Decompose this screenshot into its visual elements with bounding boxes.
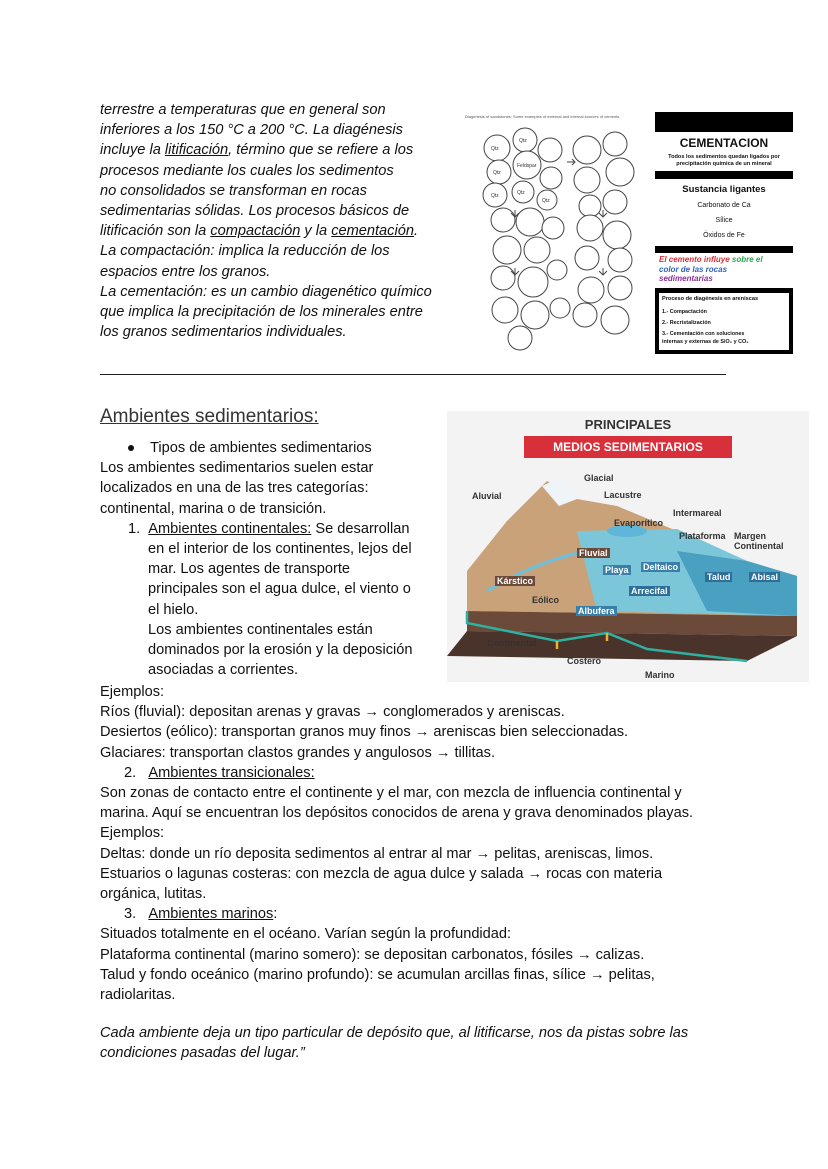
svg-text:Qtz: Qtz bbox=[493, 170, 501, 176]
proceso-1: 1.- Compactación bbox=[662, 309, 707, 315]
cementacion-panel bbox=[655, 112, 793, 354]
proceso-3: 3.- Cementación con soluciones bbox=[662, 331, 745, 337]
intro-paragraph: terrestre a temperaturas que en general son inferiores a los 150 °C a 200 °C. La diagénesis incluye la litificación, término que se refiere a los procesos mediante los cuales los sedimentos no consolidados se transforman en rocas sedimentarias sólidas. Los procesos básicos de litificación son la compactación y la cementación. La compactación: implica la reducción de los espacios entre los granos. La cementación: es un cambio diagenético químico que implica la precipitación de los minerales entre los granos sedimentarios individuales. bbox=[100, 102, 432, 341]
label-eolico: Eólico bbox=[532, 595, 560, 605]
svg-text:Qtz: Qtz bbox=[491, 146, 499, 152]
svg-text:Qtz: Qtz bbox=[542, 198, 550, 204]
label-intermareal: Intermareal bbox=[673, 508, 722, 518]
ligante-3: Óxidos de Fe bbox=[703, 232, 745, 239]
svg-text:Qtz: Qtz bbox=[517, 190, 525, 196]
section-title: Ambientes sedimentarios: bbox=[100, 406, 319, 427]
label-albufera: Albufera bbox=[578, 606, 615, 616]
label-playa: Playa bbox=[605, 565, 629, 575]
label-talud: Talud bbox=[707, 572, 731, 582]
ligante-2: Sílice bbox=[715, 217, 733, 224]
svg-text:Feldspar: Feldspar bbox=[517, 163, 537, 169]
label-evaporitico: Evaporítico bbox=[614, 518, 664, 528]
label-deltaico: Deltaico bbox=[643, 562, 679, 572]
horizontal-rule bbox=[100, 374, 726, 375]
label-fluvial: Fluvial bbox=[579, 548, 608, 558]
label-plataforma: Plataforma bbox=[679, 531, 726, 541]
label-continental-margen: Continental bbox=[734, 541, 784, 551]
label-continental: Continental bbox=[487, 638, 537, 648]
cemento-influye: El cemento influye sobre el color de las rocas sedimentarias bbox=[659, 255, 763, 283]
continental-block: Tipos de ambientes sedimentarios Los ambientes sedimentarios suelen estar localizados en una de las tres categorías: continental, marina o de transición. 1. Ambientes continentales: Se desarrollan en el interior de los continentes, lejos del mar. Los agentes de transporte principales son el agua dulce, el viento o el hielo. Los ambientes continentales están dominados por la erosión y la deposición asociadas a corrientes. bbox=[100, 438, 445, 680]
bullet-item: Tipos de ambientes sedimentarios bbox=[100, 438, 445, 458]
diagram-caption: Diagenesis of sandstones: Some examples of external and internal sources of cements bbox=[465, 114, 620, 119]
label-glacial: Glacial bbox=[584, 473, 614, 483]
medios-sedimentarios-figure bbox=[447, 411, 809, 682]
ligantes-title: Sustancia ligantes bbox=[682, 184, 766, 195]
examples-block: Ejemplos: Ríos (fluvial): depositan arenas y gravas → conglomerados y areniscas. Desiertos (eólico): transportan granos muy finos → areniscas bien seleccionadas. Glaciares: transportan clastos grandes y angulosos → tillitas. 2. Ambientes transicionales: Son zonas de contacto entre el continente y el mar, con mezcla de influencia continental y marina. Aquí se encuentran los depósitos conocidos de arena y grava denominados playas. Ejemplos: Deltas: donde un río deposita sedimentos al entrar al mar → pelitas, areniscas, limos. Estuarios o lagunas costeras: con mezcla de agua dulce y salada → rocas con materia orgánica, lutitas. 3. Ambientes marinos: Situados totalmente en el océano. Varían según la profundidad: Plataforma continental (marino somero): se depositan carbonatos, fósiles → calizas. Talud y fondo oceánico (marino profundo): se acumulan arcillas finas, sílice → pelitas, radiolaritas. bbox=[100, 684, 694, 1004]
svg-text:Qtz: Qtz bbox=[519, 138, 527, 144]
proceso-2: 2.- Recristalización bbox=[662, 320, 711, 326]
label-lacustre: Lacustre bbox=[604, 490, 642, 500]
medios-title-1: PRINCIPALES bbox=[584, 417, 672, 432]
ligante-1: Carbonato de Ca bbox=[697, 202, 751, 209]
proceso-3b: internas y externas de SiO₂ y CO₃ bbox=[662, 339, 749, 345]
label-costero: Costero bbox=[567, 656, 602, 666]
proceso-title: Proceso de diagénesis en areniscas bbox=[662, 296, 759, 302]
svg-text:Qtz: Qtz bbox=[491, 193, 499, 199]
label-marino: Marino bbox=[645, 670, 675, 680]
label-margen: Margen bbox=[734, 531, 767, 541]
label-karstico: Kárstico bbox=[497, 576, 534, 586]
closing-note: Cada ambiente deja un tipo particular de depósito que, al litificarse, nos da pistas sobre las condiciones pasadas del lugar.” bbox=[100, 1025, 689, 1062]
medios-title-2: MEDIOS SEDIMENTARIOS bbox=[553, 440, 703, 454]
cementacion-subtitle: Todos los sedimentos quedan ligados por precipitación química de un mineral bbox=[668, 154, 780, 167]
label-aluvial: Aluvial bbox=[472, 491, 502, 501]
label-arrecifal: Arrecifal bbox=[631, 586, 668, 596]
label-abisal: Abisal bbox=[751, 572, 779, 582]
cementacion-title: CEMENTACION bbox=[679, 136, 769, 150]
